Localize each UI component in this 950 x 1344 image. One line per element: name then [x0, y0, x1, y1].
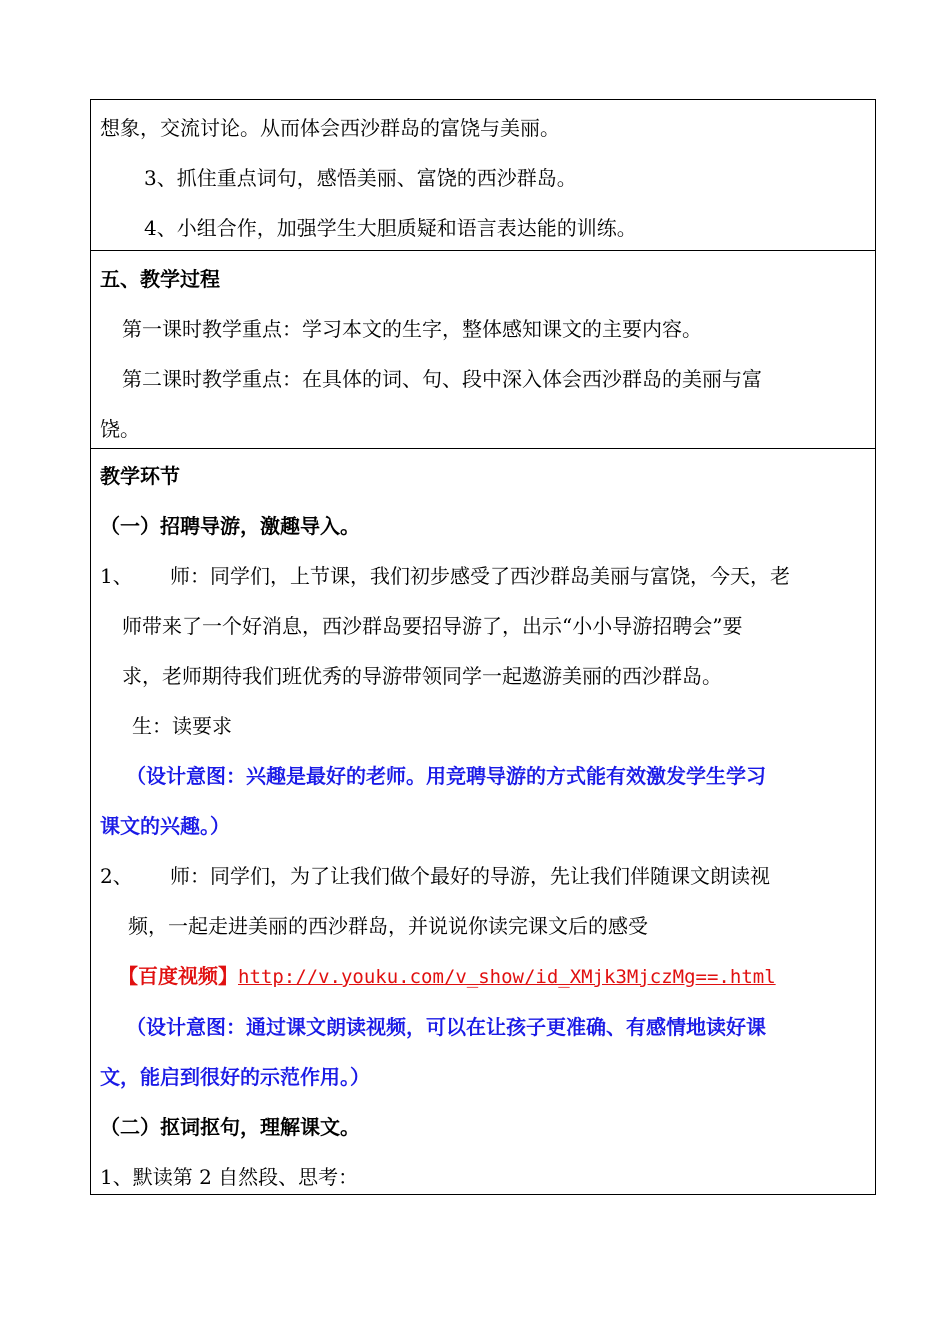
design-intent-cont: 课文的兴趣。） [100, 814, 230, 838]
table-cell-objectives [91, 100, 875, 250]
video-resource [100, 951, 866, 1002]
table-cell-process [91, 250, 875, 448]
list-item: 1、默读第 2 自然段、思考： [100, 1165, 359, 1189]
subsection-heading: （二）抠词抠句，理解课文。 [100, 1115, 360, 1139]
lesson-1-focus: 第一课时教学重点：学习本文的生字，整体感知课文的主要内容。 [122, 317, 702, 341]
list-item [100, 551, 866, 601]
list-item-cont: 师带来了一个好消息，西沙群岛要招导游了，出示“小小导游招聘会”要 [122, 614, 743, 638]
table-cell-steps [91, 448, 875, 1194]
design-intent: （设计意图：兴趣是最好的老师。用竞聘导游的方式能有效激发学生学习 [126, 764, 766, 788]
list-text: 师：同学们，上节课，我们初步感受了西沙群岛美丽与富饶，今天，老 [170, 564, 790, 588]
list-text: 师：同学们，为了让我们做个最好的导游，先让我们伴随课文朗读视 [170, 864, 770, 888]
subsection-heading: （一）招聘导游，激趣导入。 [100, 514, 360, 538]
steps-heading: 教学环节 [100, 464, 180, 488]
list-number: 1、 [100, 564, 133, 588]
lesson-plan-table [90, 99, 876, 1195]
video-label: 【百度视频】 [118, 964, 238, 988]
list-item-cont: 频，一起走进美丽的西沙群岛，并说说你读完课文后的感受 [128, 914, 648, 938]
design-intent-cont: 文，能启到很好的示范作用。） [100, 1065, 370, 1089]
lesson-2-focus: 第二课时教学重点：在具体的词、句、段中深入体会西沙群岛的美丽与富 [122, 367, 762, 391]
objective-line: 想象，交流讨论。从而体会西沙群岛的富饶与美丽。 [100, 116, 560, 140]
list-number: 2、 [100, 864, 133, 888]
objective-item-4: 4、小组合作，加强学生大胆质疑和语言表达能的训练。 [144, 216, 637, 240]
lesson-2-focus-cont: 饶。 [100, 417, 140, 441]
design-intent: （设计意图：通过课文朗读视频，可以在让孩子更准确、有感情地读好课 [126, 1015, 766, 1039]
list-item-cont: 求，老师期待我们班优秀的导游带领同学一起遨游美丽的西沙群岛。 [122, 664, 722, 688]
student-response: 生：读要求 [132, 714, 232, 738]
video-link[interactable]: http://v.youku.com/v_show/id_XMjk3MjczMg==.html [238, 966, 776, 988]
list-item [100, 851, 866, 901]
objective-item-3: 3、抓住重点词句，感悟美丽、富饶的西沙群岛。 [144, 166, 577, 190]
section-heading: 五、教学过程 [100, 267, 220, 291]
